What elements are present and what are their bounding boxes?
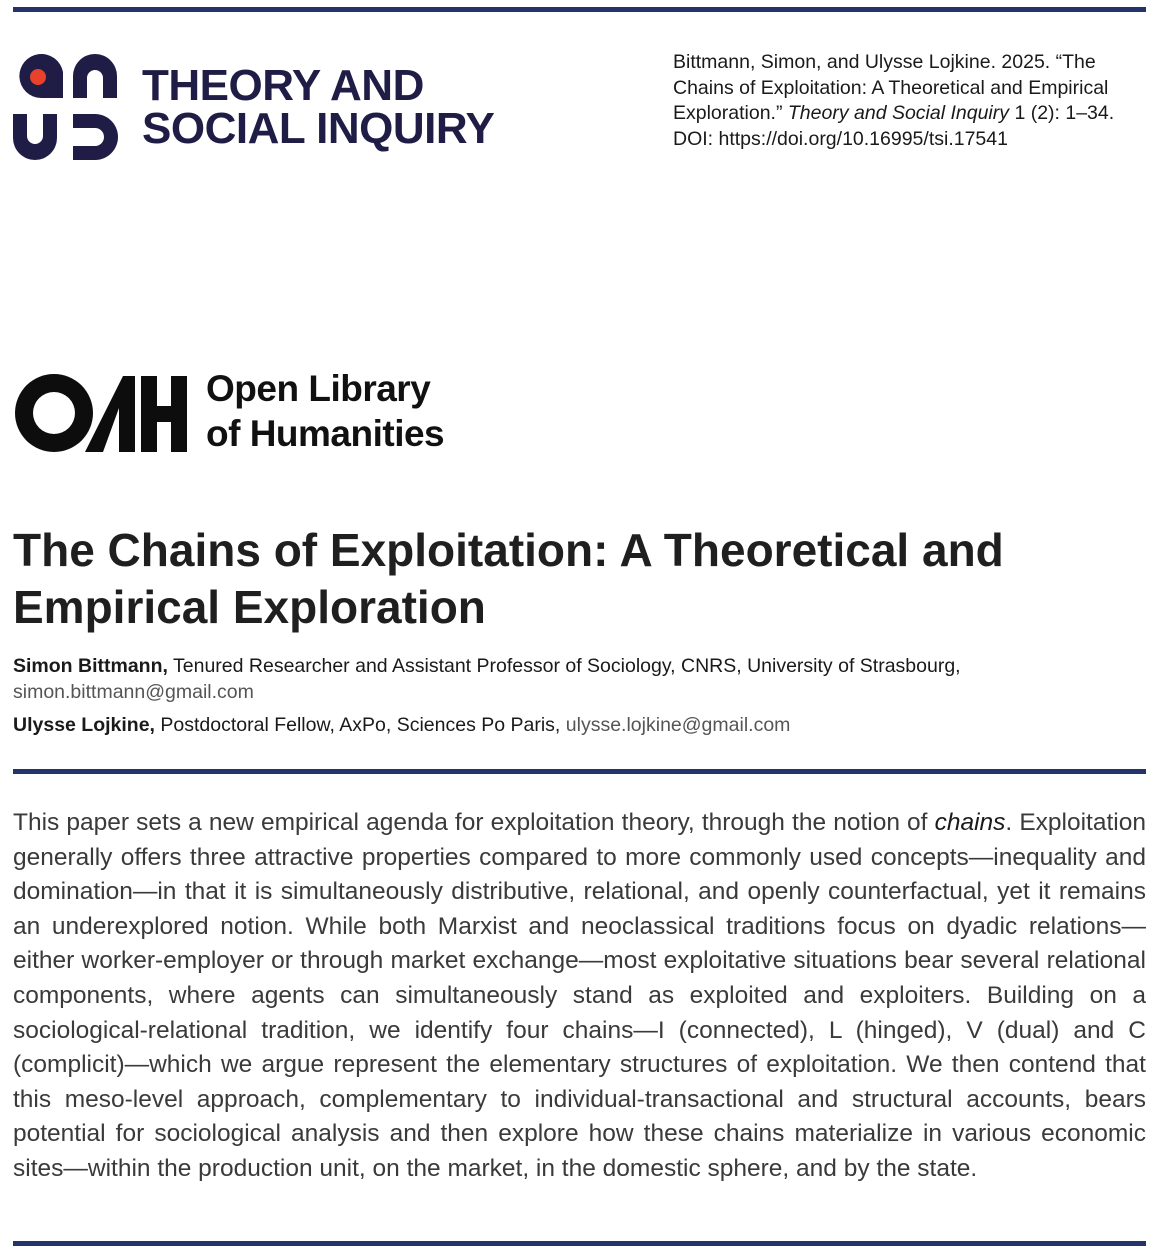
section-divider xyxy=(13,769,1146,774)
citation-doi-link[interactable]: DOI: https://doi.org/10.16995/tsi.17541 xyxy=(673,127,1008,150)
author-entry xyxy=(13,653,1143,705)
publisher-name xyxy=(206,366,444,456)
author-email-link[interactable]: simon.bittmann@gmail.com xyxy=(13,681,254,703)
open-library-logo-icon xyxy=(13,372,193,454)
publisher-name-line1: Open Library xyxy=(206,368,431,409)
top-divider xyxy=(13,7,1146,12)
author-entry xyxy=(13,712,1143,738)
abstract-text-rest: . Exploitation generally offers three attractive properties compared to more commonly used concepts—inequality and domination—in that it is simultaneously distributive, relational, and openly counterfactual, yet it remains an underexplored notion. While both Marxist and neoclassical traditions focus on dyadic relations—either worker-employer or through market exchange—most exploitative situations bear several relational components, where agents can simultaneously stand as exploited and exploiters. Building on a sociological-relational tradition, we identify four chains—I (connected), L (hinged), V (dual) and C (complicit)—which we argue represent the elementary structures of exploitation. We then contend that this meso-level approach, complementary to individual-transactional and structural accounts, bears potential for sociological analysis and then explore how these chains materialize in various economic sites—within the production unit, on the market, in the domestic sphere, and by the state. xyxy=(13,809,1146,1182)
journal-logo-icon xyxy=(13,52,123,164)
citation-text: Bittmann, Simon, and Ulysse Lojkine. 2025. “The Chains of Exploitation: A Theoretical and Empirical Exploration.” xyxy=(673,51,1109,124)
abstract-emphasis: chains xyxy=(934,809,1006,836)
logo-quadrant-tr xyxy=(73,54,117,98)
abstract-text-start: This paper sets a new empirical agenda for exploitation theory, through the notion of xyxy=(13,809,928,836)
citation-block xyxy=(673,50,1153,152)
journal-name-line1: THEORY AND xyxy=(142,61,424,110)
citation-volume: 1 (2): 1–34. xyxy=(1014,102,1115,124)
journal-name xyxy=(142,61,495,153)
authors-block xyxy=(13,653,1143,745)
olh-letter-h xyxy=(141,376,187,452)
article-title: The Chains of Exploitation: A Theoretical and Empirical Exploration xyxy=(13,524,1004,633)
citation-journal: Theory and Social Inquiry xyxy=(787,102,1010,124)
olh-letter-o xyxy=(15,374,93,452)
logo-quadrant-br xyxy=(73,114,118,160)
logo-red-dot xyxy=(30,69,46,85)
logo-quadrant-bl xyxy=(13,114,57,160)
author-affiliation: Postdoctoral Fellow, AxPo, Sciences Po Paris, xyxy=(160,714,561,736)
author-name: Simon Bittmann, xyxy=(13,655,168,677)
author-affiliation: Tenured Researcher and Assistant Professor of Sociology, CNRS, University of Strasbourg, xyxy=(173,655,961,677)
author-name: Ulysse Lojkine, xyxy=(13,714,155,736)
journal-name-line2: SOCIAL INQUIRY xyxy=(142,104,495,153)
abstract xyxy=(13,806,1146,1187)
publisher-name-line2: of Humanities xyxy=(206,413,445,454)
author-email-link[interactable]: ulysse.lojkine@gmail.com xyxy=(565,714,791,736)
bottom-divider xyxy=(13,1241,1146,1246)
